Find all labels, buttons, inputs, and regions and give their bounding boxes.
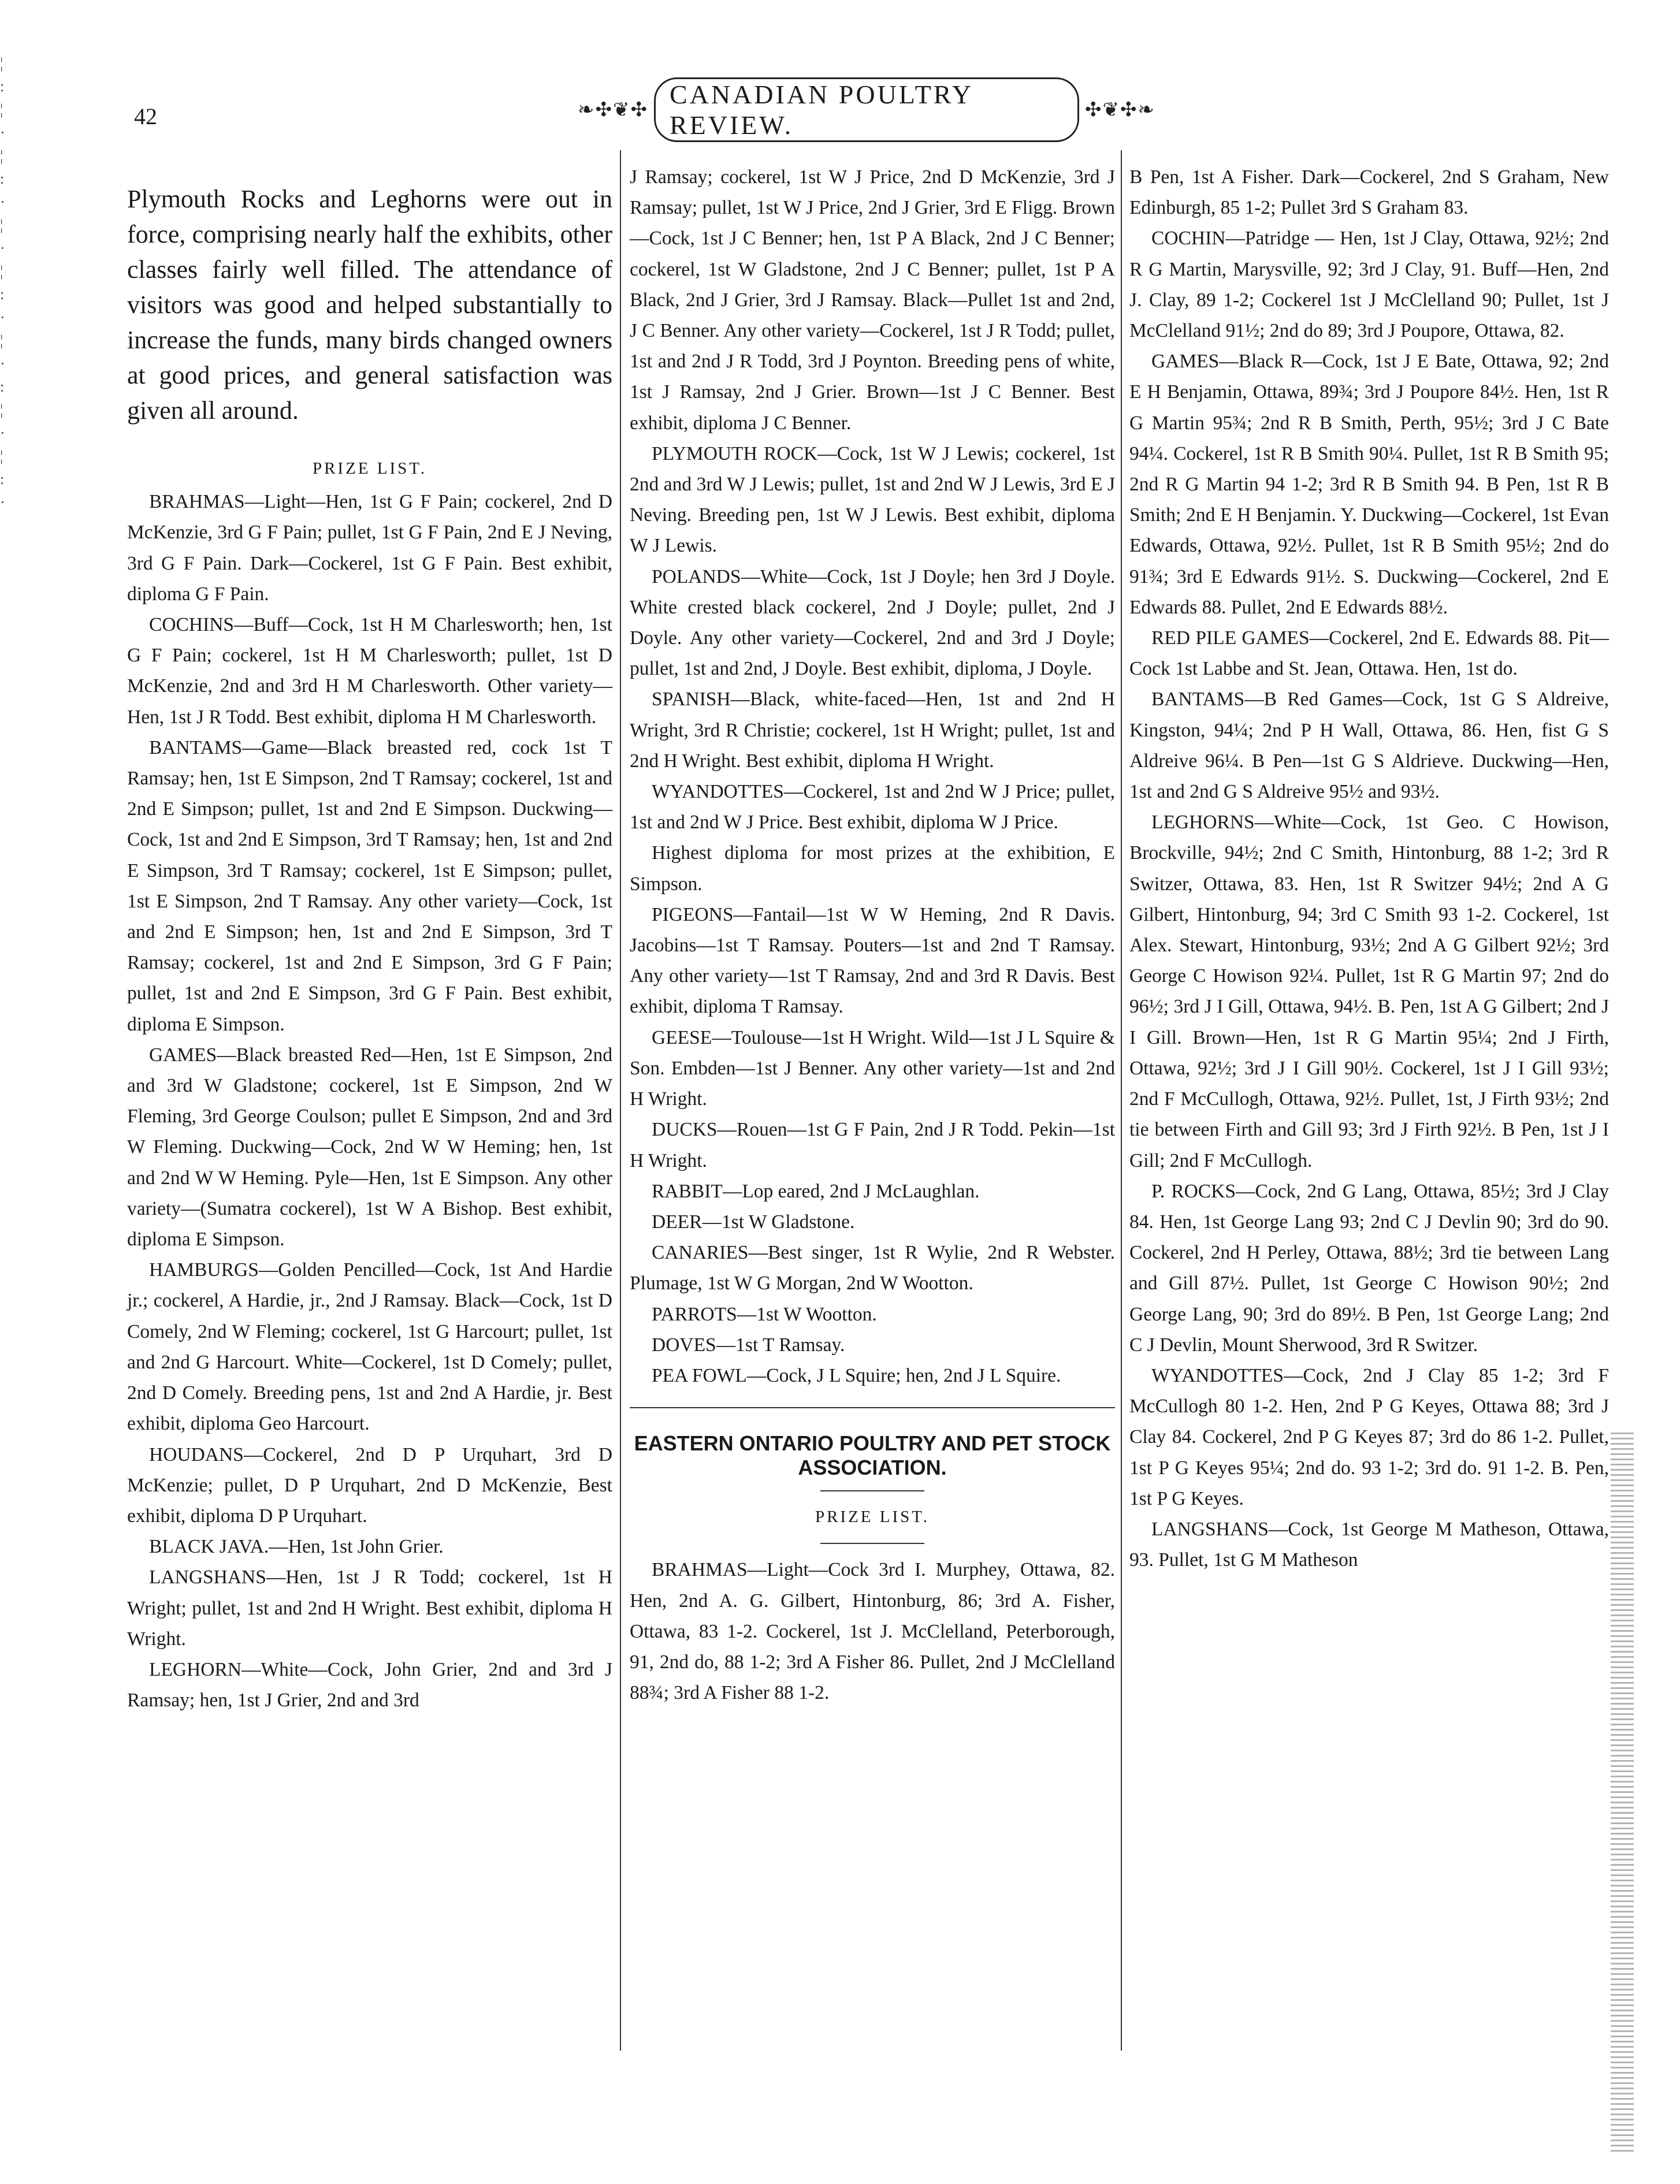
scan-edge-right (1611, 1433, 1634, 2155)
prize-paragraph: COCHIN—Patridge — Hen, 1st J Clay, Ottawa, 92½; 2nd R G Martin, Marysville, 92; 3rd J Clay, 91. Buff—Hen, 2nd J. Clay, 89 1-2; Cockerel 1st J McClelland 90; Pullet, 1st J McClelland 91½; 2nd do 89; 3rd J Poupore, Ottawa, 82. (1129, 228, 1609, 342)
binding-edge-specks: ¦ : ¦ · ¦ : · ¦ · ¦ : · ¦ · : ¦ · ¦ : · (0, 55, 5, 511)
ornament-right-icon: ✣❦✣❧ (1085, 99, 1155, 121)
prize-paragraph: BRAHMAS—Light—Cock 3rd I. Murphey, Ottawa, 82. Hen, 2nd A. G. Gilbert, Hintonburg, 86; 3rd A. Fisher, Ottawa, 83 1-2. Cockerel, 1st J. McClelland, Peterborough, 91, 2nd do, 88 1-2; 3rd A Fisher 86. Pullet, 2nd J McClelland 88¾; 3rd A Fisher 88 1-2. (630, 1559, 1115, 1704)
prize-paragraph: LEGHORN—White—Cock, John Grier, 2nd and 3rd J Ramsay; hen, 1st J Grier, 2nd and 3rd (127, 1658, 612, 1712)
prize-paragraph: DEER—1st W Gladstone. (652, 1211, 855, 1233)
prize-paragraph: RED PILE GAMES—Cockerel, 2nd E. Edwards 88. Pit—Cock 1st Labbe and St. Jean, Ottawa. Hen, 1st do. (1129, 627, 1609, 680)
association-heading: EASTERN ONTARIO POULTRY AND PET STOCK ASSOCIATION. (634, 1431, 1111, 1480)
column-3 (1129, 162, 1609, 1575)
prize-paragraph: BLACK JAVA.—Hen, 1st John Grier. (149, 1536, 444, 1558)
prize-paragraph: BANTAMS—B Red Games—Cock, 1st G S Aldreive, Kingston, 94¼; 2nd P H Wall, Ottawa, 86. Hen, fist G S Aldreive 96¼. B Pen—1st G S Aldrieve. Duckwing—Hen, 1st and 2nd G S Aldreive 95½ and 93½. (1129, 689, 1609, 803)
column-1 (127, 156, 612, 1716)
prize-paragraph: GAMES—Black R—Cock, 1st J E Bate, Ottawa, 92; 2nd E H Benjamin, Ottawa, 89¾; 3rd J Poupore 84½. Hen, 1st R G Martin 95¾; 2nd R B Smith, Perth, 95½; 3rd J C Bate 94¼. Cockerel, 1st R B Smith 90¼. Pullet, 1st R B Smith 95; 2nd R G Martin 94 1-2; 3rd R B Smith 94. B Pen, 1st R B Smith; 2nd E H Benjamin. Y. Duckwing—Cockerel, 1st Evan Edwards, Ottawa, 92½. Pullet, 1st R B Smith 95½; 2nd do 91¾; 3rd E Edwards 91½. S. Duckwing—Cockerel, 2nd E Edwards 88. Pullet, 2nd E Edwards 88½. (1129, 351, 1609, 618)
prize-paragraph: DOVES—1st T Ramsay. (652, 1334, 845, 1356)
prize-paragraph: J Ramsay; cockerel, 1st W J Price, 2nd D McKenzie, 3rd J Ramsay; pullet, 1st W J Price, 2nd J Grier, 3rd E Fligg. Brown—Cock, 1st J C Benner; hen, 1st P A Black, 2nd J C Benner; cockerel, 1st W Gladstone, 2nd J C Benner; pullet, 1st P A Black, 2nd J Grier, 3rd J Ramsay. Black—Pullet 1st and 2nd, J C Benner. Any other variety—Cockerel, 1st J R Todd; pullet, 1st and 2nd J R Todd, 3rd J Poynton. Breeding pens of white, 1st J Ramsay, 2nd J Grier. Brown—1st J C Benner. Best exhibit, diploma J C Benner. (630, 166, 1115, 434)
prize-paragraph: HOUDANS—Cockerel, 2nd D P Urquhart, 3rd D McKenzie; pullet, D P Urquhart, 2nd D McKenzie, Best exhibit, diploma D P Urquhart. (127, 1443, 612, 1527)
prize-paragraph: CANARIES—Best singer, 1st R Wylie, 2nd R Webster. Plumage, 1st W G Morgan, 2nd W Wootton. (630, 1242, 1115, 1294)
prize-paragraph: PARROTS—1st W Wootton. (652, 1303, 877, 1325)
prize-paragraph: BANTAMS—Game—Black breasted red, cock 1st T Ramsay; hen, 1st E Simpson, 2nd T Ramsay; cockerel, 1st and 2nd E Simpson; pullet, 1st and 2nd E Simpson. Duckwing—Cock, 1st and 2nd E Simpson, 3rd T Ramsay; hen, 1st and 2nd E Simpson, 3rd T Ramsay; cockerel, 1st E Simpson; pullet, 1st E Simpson, 2nd T Ramsay. Any other variety—Cock, 1st and 2nd E Simpson; hen, 1st and 2nd E Simpson, 3rd T Ramsay; cockerel, 1st and 2nd E Simpson, 3rd G F Pain; pullet, 1st and 2nd E Simpson, 3rd G F Pain. Best exhibit, diploma E Simpson. (127, 736, 612, 1035)
prize-paragraph: PIGEONS—Fantail—1st W W Heming, 2nd R Davis. Jacobins—1st T Ramsay. Pouters—1st and 2nd T Ramsay. Any other variety—1st T Ramsay, 2nd and 3rd R Davis. Best exhibit, diploma T Ramsay. (630, 903, 1115, 1018)
prize-paragraph: LANGSHANS—Hen, 1st J R Todd; cockerel, 1st H Wright; pullet, 1st and 2nd H Wright. Best exhibit, diploma H Wright. (127, 1567, 612, 1650)
column-2 (630, 162, 1115, 1708)
intro-paragraph: Plymouth Rocks and Leghorns were out in force, comprising nearly half the exhibits, other classes fairly well filled. The attendance of visitors was good and helped substantially to increase the funds, many birds changed owners at good prices, and general satisfaction was given all around. (127, 185, 612, 425)
prize-paragraph: WYANDOTTES—Cockerel, 1st and 2nd W J Price; pullet, 1st and 2nd W J Price. Best exhibit, diploma W J Price. (630, 781, 1115, 834)
prize-paragraph: HAMBURGS—Golden Pencilled—Cock, 1st And Hardie jr.; cockerel, A Hardie, jr., 2nd J Ramsay. Black—Cock, 1st D Comely, 2nd W Fleming; cockerel, 1st G Harcourt; pullet, 1st and 2nd G Harcourt. White—Cockerel, 1st D Comely; pullet, 2nd D Comely. Breeding pens, 1st and 2nd A Hardie, jr. Best exhibit, diploma Geo Harcourt. (127, 1259, 612, 1435)
ornament-left-icon: ❧✣❦✣ (578, 99, 648, 121)
section-rule (630, 1407, 1115, 1408)
prize-paragraph: PEA FOWL—Cock, J L Squire; hen, 2nd J L Squire. (652, 1364, 1061, 1386)
prize-paragraph: Highest diploma for most prizes at the exhibition, E Simpson. (630, 842, 1115, 895)
prize-list-heading: PRIZE LIST. (312, 459, 428, 478)
prize-paragraph: GAMES—Black breasted Red—Hen, 1st E Simpson, 2nd and 3rd W Gladstone; cockerel, 1st E Simpson, 2nd W Fleming, 3rd George Coulson; pullet E Simpson, 2nd and 3rd W Fleming. Duckwing—Cock, 2nd W W Heming; hen, 1st and 2nd W W Heming. Pyle—Hen, 1st E Simpson. Any other variety—(Sumatra cockerel), 1st W A Bishop. Best exhibit, diploma E Simpson. (127, 1044, 612, 1251)
prize-paragraph: COCHINS—Buff—Cock, 1st H M Charlesworth; hen, 1st G F Pain; cockerel, 1st H M Charlesworth; pullet, 1st D McKenzie, 2nd and 3rd H M Charlesworth. Other variety—Hen, 1st J R Todd. Best exhibit, diploma H M Charlesworth. (127, 614, 612, 728)
heading-rule (820, 1490, 924, 1491)
masthead-title: CANADIAN POULTRY REVIEW. (654, 77, 1079, 142)
prize-paragraph: P. ROCKS—Cock, 2nd G Lang, Ottawa, 85½; 3rd J Clay 84. Hen, 1st George Lang 93; 2nd C J Devlin 90; 3rd do 90. Cockerel, 2nd H Perley, Ottawa, 88½; 3rd tie between Lang and Gill 87½. Pullet, 1st George C Howison 90½; 2nd George Lang, 90; 3rd do 89½. B Pen, 1st George Lang; 2nd C J Devlin, Mount Sherwood, 3rd R Switzer. (1129, 1180, 1609, 1356)
prize-paragraph: POLANDS—White—Cock, 1st J Doyle; hen 3rd J Doyle. White crested black cockerel, 2nd J Doyle; pullet, 2nd J Doyle. Any other variety—Cockerel, 2nd and 3rd J Doyle; pullet, 1st and 2nd, J Doyle. Best exhibit, diploma, J Doyle. (630, 565, 1115, 680)
prize-paragraph: B Pen, 1st A Fisher. Dark—Cockerel, 2nd S Graham, New Edinburgh, 85 1-2; Pullet 3rd S Graham 83. (1129, 166, 1609, 219)
prize-paragraph: LEGHORNS—White—Cock, 1st Geo. C Howison, Brockville, 94½; 2nd C Smith, Hintonburg, 88 1-2; 3rd R Switzer, Ottawa, 83. Hen, 1st R Switzer 94½; 2nd A G Gilbert, Hintonburg, 94; 3rd C Smith 93 1-2. Cockerel, 1st Alex. Stewart, Hintonburg, 93½; 2nd A G Gilbert 92½; 3rd George C Howison 92¼. Pullet, 1st R G Martin 97; 2nd do 96½; 3rd J I Gill, Ottawa, 94½. B. Pen, 1st A G Gilbert; 2nd J I Gill. Brown—Hen, 1st R G Martin 95¼; 2nd J Firth, Ottawa, 92½; 3rd J I Gill 90½. Cockerel, 1st J I Gill 93½; 2nd F McCullogh, Ottawa, 92½. Pullet, 1st, J Firth 93½; 2nd tie between Firth and Gill 93; 3rd J Firth 92½. B Pen, 1st J I Gill; 2nd F McCullogh. (1129, 812, 1609, 1171)
heading-rule (820, 1543, 924, 1544)
prize-paragraph: DUCKS—Rouen—1st G F Pain, 2nd J R Todd. Pekin—1st H Wright. (630, 1119, 1115, 1171)
prize-paragraph: GEESE—Toulouse—1st H Wright. Wild—1st J L Squire & Son. Embden—1st J Benner. Any other variety—1st and 2nd H Wright. (630, 1026, 1115, 1110)
prize-paragraph: RABBIT—Lop eared, 2nd J McLaughlan. (652, 1180, 980, 1202)
masthead (578, 81, 1155, 139)
prize-paragraph: PLYMOUTH ROCK—Cock, 1st W J Lewis; cockerel, 1st 2nd and 3rd W J Lewis; pullet, 1st and 2nd W J Lewis, 3rd E J Neving. Breeding pen, 1st W J Lewis. Best exhibit, diploma W J Lewis. (630, 442, 1115, 557)
column-divider (1121, 150, 1122, 2051)
prize-paragraph: BRAHMAS—Light—Hen, 1st G F Pain; cockerel, 2nd D McKenzie, 3rd G F Pain; pullet, 1st G F Pain, 2nd E J Neving, 3rd G F Pain. Dark—Cockerel, 1st G F Pain. Best exhibit, diploma G F Pain. (127, 491, 612, 605)
column-divider (620, 150, 621, 2051)
prize-list-heading: PRIZE LIST. (815, 1508, 930, 1527)
prize-paragraph: WYANDOTTES—Cock, 2nd J Clay 85 1-2; 3rd F McCullogh 80 1-2. Hen, 2nd P G Keyes, Ottawa 88; 3rd J Clay 84. Cockerel, 2nd P G Keyes 87; 3rd do 86 1-2. Pullet, 1st P G Keyes 95¼; 2nd do. 93 1-2; 3rd do. 91 1-2. B. Pen, 1st P G Keyes. (1129, 1364, 1609, 1509)
page-number: 42 (134, 103, 157, 129)
prize-paragraph: LANGSHANS—Cock, 1st George M Matheson, Ottawa, 93. Pullet, 1st G M Matheson (1129, 1518, 1609, 1571)
prize-paragraph: SPANISH—Black, white-faced—Hen, 1st and 2nd H Wright, 3rd R Christie; cockerel, 1st H Wright; pullet, 1st and 2nd H Wright. Best exhibit, diploma H Wright. (630, 689, 1115, 772)
